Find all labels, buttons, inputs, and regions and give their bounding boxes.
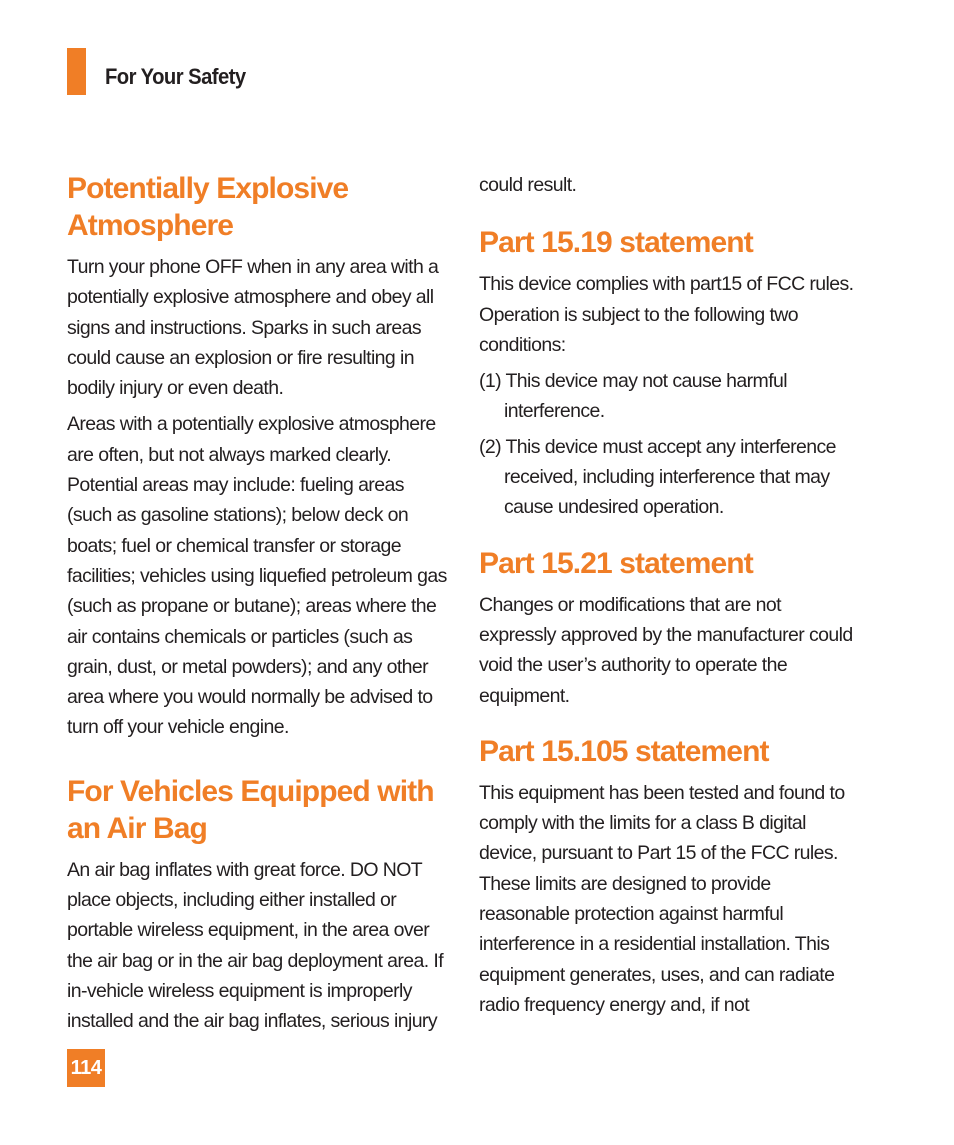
header-accent-bar [67, 48, 86, 95]
part-15-105-paragraph: This equipment has been tested and found to comply with the limits for a class B digital device, pursuant to Part 15 of the FCC rules. These limits are designed to provide reasonable protection against harmful interference in a residential installation. This equipment generates, uses, and can radiate radio frequency energy and, if not [479, 781, 845, 1016]
part-15-21-paragraph: Changes or modifications that are not expressly approved by the manufacturer could void the user’s authority to operate the equipment. [479, 593, 853, 707]
continued-text: could result. [479, 174, 577, 196]
condition-1: (1) This device may not cause harmful interference. [479, 370, 787, 423]
page-number: 114 [67, 1049, 105, 1087]
explosive-paragraph-1: Turn your phone OFF when in any area with a potentially explosive atmosphere and obey all signs and instructions. Sparks in such areas could cause an explosion or fire resulting in bodily injury or even death. [67, 256, 439, 400]
part-15-21-heading: Part 15.21 statement [479, 546, 753, 580]
part-15-19-heading: Part 15.19 statement [479, 226, 753, 260]
air-bag-heading: For Vehicles Equipped with an Air Bag [67, 774, 434, 845]
air-bag-paragraph: An air bag inflates with great force. DO NOT place objects, including either installed or portable wireless equipment, in the area over the air bag or in the air bag deployment area. If in-vehicle wireless equipment is improperly installed and the air bag inflates, serious injury [67, 858, 444, 1033]
part-15-105-heading: Part 15.105 statement [479, 734, 769, 768]
left-column [67, 170, 450, 1043]
section-title: For Your Safety [105, 64, 246, 89]
right-column [479, 170, 859, 1026]
explosive-paragraph-2: Areas with a potentially explosive atmosphere are often, but not always marked clearly. Potential areas may include: fueling areas (such as gasoline stations); below deck on boats; fuel or chemical transfer or storage facilities; vehicles using liquefied petroleum gas (such as propane or butane); areas where the air contains chemicals or particles (such as grain, dust, or metal powders); and any other area where you would normally be advised to turn off your vehicle engine. [67, 413, 447, 739]
part-15-19-paragraph: This device complies with part15 of FCC rules. Operation is subject to the following two conditions: [479, 273, 854, 356]
explosive-atmosphere-heading: Potentially Explosive Atmosphere [67, 172, 349, 242]
condition-2: (2) This device must accept any interference received, including interference that may cause undesired operation. [479, 435, 836, 519]
